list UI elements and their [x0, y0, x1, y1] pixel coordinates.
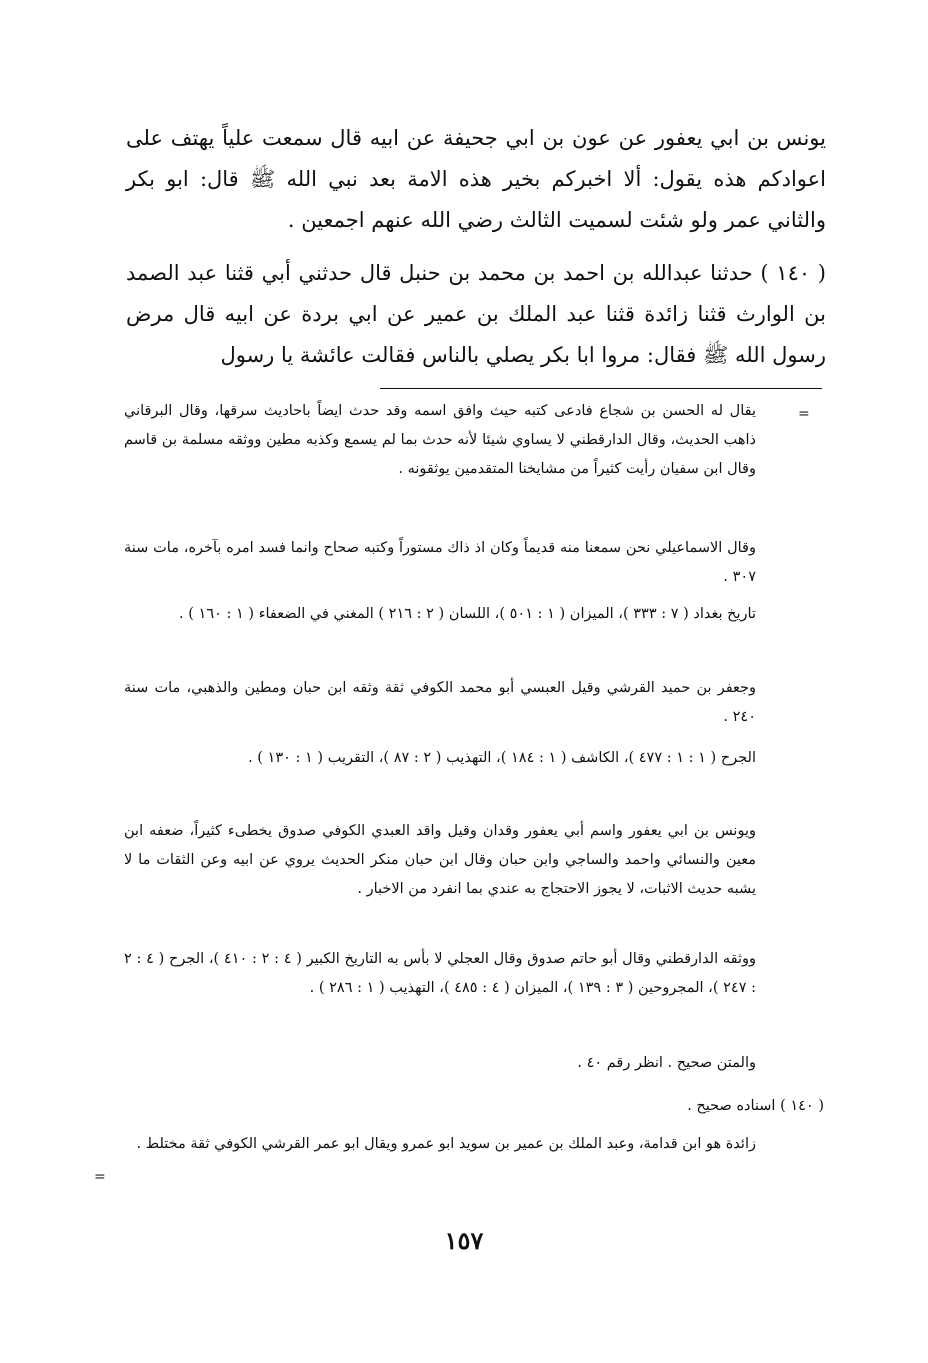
- main-paragraph-2: ( ١٤٠ ) حدثنا عبدالله بن احمد بن محمد بن حنبل قال حدثني أبي قثنا عبد الصمد بن الوارث قثنا زائدة قثنا عبد الملك بن عمير عن ابي بردة عن ابيه قال مرض رسول الله ﷺ فقال: مروا ابا بكر يصلي بالناس فقالت عائشة يا رسول: [126, 261, 826, 367]
- footnote-2: وقال الاسماعيلي نحن سمعنا منه قديماً وكان اذ ذاك مستوراً وكتبه صحاح وانما فسد امره بآخره، مات سنة ٣٠٧ .: [124, 540, 756, 585]
- footnote-separator: [380, 388, 822, 389]
- footnote-9: ( ١٤٠ ) اسناده صحيح .: [687, 1098, 824, 1114]
- page-number: ١٥٧: [444, 1226, 484, 1255]
- continuation-mark-bottom: =: [94, 1169, 106, 1185]
- footnote-5: الجرح ( ١ : ١ : ٤٧٧ )، الكاشف ( ١ : ١٨٤ )، التهذيب ( ٢ : ٨٧ )، التقريب ( ١ : ١٣٠ ) .: [248, 750, 756, 766]
- footnote-3: تاريخ بغداد ( ٧ : ٣٣٣ )، الميزان ( ١ : ٥٠١ )، اللسان ( ٢ : ٢١٦ ) المغني في الضعفاء ( ١ : ١٦٠ ) .: [179, 606, 756, 622]
- footnote-1: يقال له الحسن بن شجاع فادعى كتبه حيث وافق اسمه وقد حدث ايضاً باحاديث سرقها، وقال البرقاني ذاهب الحديث، وقال الدارقطني لا يساوي شيئا لأنه حدث بما لم يسمع وكذبه مطين ووثقه مسلمة بن قاسم وقال ابن سفيان رأيت كثيراً من مشايخنا المتقدمين يوثقونه .: [124, 403, 756, 477]
- main-paragraph-1: يونس بن ابي يعفور عن عون بن ابي جحيفة عن ابيه قال سمعت علياً يهتف على اعوادكم هذه يقول: ألا اخبركم بخير هذه الامة بعد نبي الله ﷺ قال: ابو بكر والثاني عمر ولو شئت لسميت الثالث رضي الله عنهم اجمعين .: [126, 126, 826, 232]
- footnote-10: زائدة هو ابن قدامة، وعبد الملك بن عمير بن سويد ابو عمرو ويقال ابو عمر القرشي الكوفي ثقة مختلط .: [136, 1136, 756, 1152]
- main-text: [126, 118, 826, 376]
- footnote-6: ويونس بن ابي يعفور واسم أبي يعفور وقدان وقيل واقد العبدي الكوفي صدوق يخطىء كثيراً، ضعفه ابن معين والنسائي واحمد والساجي وابن حبان وقال ابن حبان منكر الحديث يروي عن ابيه وعن الثقات ما لا يشبه حديث الاثبات، لا يجوز الاحتجاج به عندي بما انفرد من الاخبار .: [124, 823, 756, 897]
- continuation-mark-top: =: [798, 406, 810, 422]
- footnote-7: ووثقه الدارقطني وقال أبو حاتم صدوق وقال العجلي لا بأس به التاريخ الكبير ( ٤ : ٢ : ٤١٠ )، الجرح ( ٤ : ٢ : ٢٤٧ )، المجروحين ( ٣ : ١٣٩ )، الميزان ( ٤ : ٤٨٥ )، التهذيب ( ١ : ٢٨٦ ) .: [124, 951, 756, 996]
- footnote-4: وجعفر بن حميد القرشي وقيل العبسي أبو محمد الكوفي ثقة وثقه ابن حبان ومطين والذهبي، مات سنة ٢٤٠ .: [124, 680, 756, 725]
- footnote-8: والمتن صحيح . انظر رقم ٤٠ .: [577, 1055, 756, 1071]
